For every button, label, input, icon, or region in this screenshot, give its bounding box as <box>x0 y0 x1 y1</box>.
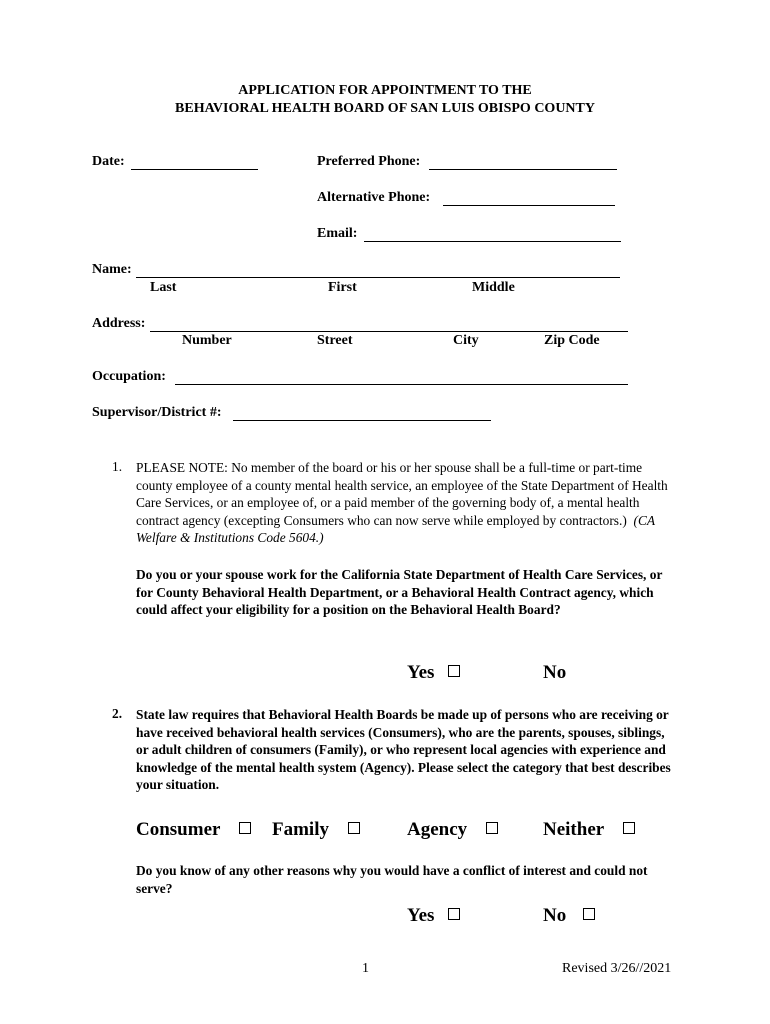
conflict-yes-label: Yes <box>407 905 435 926</box>
name-first-caption: First <box>328 280 357 295</box>
supervisor-district-field[interactable] <box>233 420 491 421</box>
option-family[interactable] <box>272 819 360 841</box>
neither-checkbox[interactable] <box>623 822 635 834</box>
family-checkbox[interactable] <box>348 822 360 834</box>
address-zip-caption: Zip Code <box>544 333 600 348</box>
consumer-checkbox[interactable] <box>239 822 251 834</box>
conflict-no-checkbox[interactable] <box>583 908 595 920</box>
occupation-field[interactable] <box>175 384 628 385</box>
occupation-label: Occupation: <box>92 369 166 384</box>
agency-label: Agency <box>407 819 468 840</box>
q1-yes-label: Yes <box>407 662 435 683</box>
address-number-caption: Number <box>182 333 232 348</box>
address-field[interactable] <box>150 331 628 332</box>
consumer-label: Consumer <box>136 819 221 840</box>
preferred-phone-field[interactable] <box>429 169 617 170</box>
name-middle-caption: Middle <box>472 280 515 295</box>
name-field[interactable] <box>136 277 620 278</box>
option-agency[interactable] <box>407 819 498 841</box>
question-1-note <box>136 459 676 547</box>
neither-label: Neither <box>543 819 604 840</box>
question-1-note-text: PLEASE NOTE: No member of the board or his or her spouse shall be a full-time or part-time county employee of a county mental health service, an employee of the State Department of Health Care Services, or an employee of, or a paid member of the governing body of, a mental health contract agency (excepting Consumers who can now serve while employed by contractors.) <box>136 460 668 528</box>
question-2-number: 2. <box>112 706 123 721</box>
address-city-caption: City <box>453 333 479 348</box>
question-1-citation: (CA Welfare & Institutions Code 5604.) <box>136 512 655 545</box>
name-last-caption: Last <box>150 280 177 295</box>
email-field[interactable] <box>364 241 621 242</box>
page-number: 1 <box>362 961 369 976</box>
title-line-1: APPLICATION FOR APPOINTMENT TO THE <box>238 83 532 98</box>
conflict-yes-option[interactable] <box>407 905 460 927</box>
address-label: Address: <box>92 316 146 331</box>
conflict-yes-checkbox[interactable] <box>448 908 460 920</box>
option-neither[interactable] <box>543 819 635 841</box>
agency-checkbox[interactable] <box>486 822 498 834</box>
date-field[interactable] <box>131 169 258 170</box>
alternative-phone-label: Alternative Phone: <box>317 190 431 205</box>
family-label: Family <box>272 819 329 840</box>
conflict-no-label: No <box>543 905 567 926</box>
address-street-caption: Street <box>317 333 353 348</box>
conflict-no-option[interactable] <box>543 905 595 927</box>
date-label: Date: <box>92 154 125 169</box>
option-consumer[interactable] <box>136 819 251 841</box>
email-label: Email: <box>317 226 358 241</box>
name-label: Name: <box>92 262 132 277</box>
supervisor-district-label: Supervisor/District #: <box>92 405 222 420</box>
q1-yes-checkbox[interactable] <box>448 665 460 677</box>
question-1-number: 1. <box>112 459 123 474</box>
q1-no-label: No <box>543 662 567 683</box>
revised-date: Revised 3/26//2021 <box>562 961 672 976</box>
alternative-phone-field[interactable] <box>443 205 615 206</box>
preferred-phone-label: Preferred Phone: <box>317 154 421 169</box>
conflict-question-text: Do you know of any other reasons why you would have a conflict of interest and could not serve? <box>136 863 648 896</box>
title-line-2: BEHAVIORAL HEALTH BOARD OF SAN LUIS OBISPO COUNTY <box>175 101 595 116</box>
question-2-text: State law requires that Behavioral Health Boards be made up of persons who are receiving or have received behavioral health services (Consumers), who are the parents, spouses, siblings, or adult children of consumers (Family), or who represent local agencies with experience and knowledge of the mental health system (Agency). Please select the category that best describes your situation. <box>136 707 671 792</box>
question-1-text: Do you or your spouse work for the California State Department of Health Care Services, or for County Behavioral Health Department, or a Behavioral Health Contract agency, which could affect your eligibility for a position on the Behavioral Health Board? <box>136 567 663 617</box>
q1-no-option[interactable] <box>543 662 566 684</box>
q1-yes-option[interactable] <box>407 662 460 684</box>
